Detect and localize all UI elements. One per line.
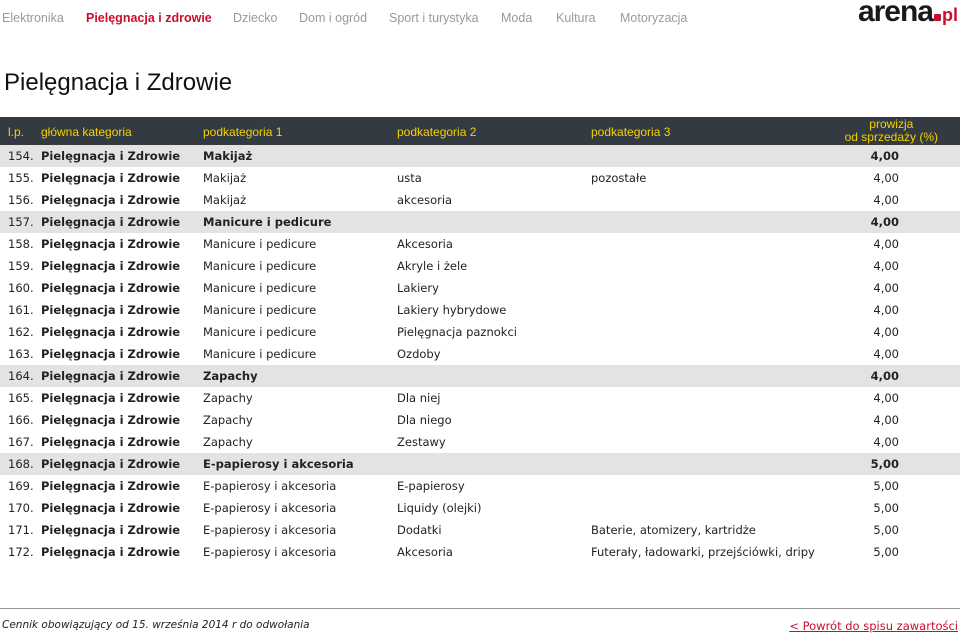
nav-item-pielegnacja-i-zdrowie[interactable]: Pielęgnacja i zdrowie	[86, 11, 212, 25]
cell-subcategory-2: Liquidy (olejki)	[397, 501, 482, 515]
table-row	[0, 255, 960, 277]
commission-table	[0, 117, 960, 563]
price-list-note: Cennik obowiązujący od 15. września 2014 r do odwołania	[2, 619, 310, 631]
table-row	[0, 321, 960, 343]
cell-lp: 155.	[8, 171, 34, 185]
nav-item-kultura[interactable]: Kultura	[556, 11, 596, 25]
cell-commission: 5,00	[873, 501, 899, 515]
cell-subcategory-2: Akryle i żele	[397, 259, 468, 273]
header-commission	[845, 118, 938, 144]
cell-subcategory-1: Manicure i pedicure	[203, 259, 317, 273]
cell-commission: 4,00	[870, 149, 899, 163]
cell-subcategory-1: Manicure i pedicure	[203, 347, 317, 361]
cell-lp: 162.	[8, 325, 34, 339]
cell-lp: 161.	[8, 303, 34, 317]
cell-main-category: Pielęgnacja i Zdrowie	[41, 413, 181, 427]
cell-subcategory-1: Zapachy	[203, 413, 253, 427]
cell-commission: 4,00	[873, 325, 899, 339]
cell-subcategory-2: Dodatki	[397, 523, 442, 537]
cell-subcategory-1: Zapachy	[203, 435, 253, 449]
table-row	[0, 431, 960, 453]
table-row	[0, 387, 960, 409]
logo-tld: pl	[942, 5, 958, 25]
cell-main-category: Pielęgnacja i Zdrowie	[41, 171, 181, 185]
cell-commission: 4,00	[873, 281, 899, 295]
cell-commission: 4,00	[873, 303, 899, 317]
cell-lp: 171.	[8, 523, 34, 537]
nav-item-motoryzacja[interactable]: Motoryzacja	[620, 11, 688, 25]
table-row	[0, 233, 960, 255]
cell-subcategory-2: Dla niego	[397, 413, 452, 427]
footer-divider	[0, 608, 960, 609]
cell-subcategory-3: Baterie, atomizery, kartridże	[591, 523, 756, 537]
cell-lp: 160.	[8, 281, 34, 295]
logo-dot-icon	[934, 14, 941, 21]
cell-main-category: Pielęgnacja i Zdrowie	[41, 391, 181, 405]
table-row	[0, 475, 960, 497]
arena-logo[interactable]	[858, 0, 958, 27]
cell-subcategory-2: Lakiery hybrydowe	[397, 303, 507, 317]
cell-lp: 165.	[8, 391, 34, 405]
header-subcategory-3: podkategoria 3	[591, 125, 671, 139]
cell-lp: 166.	[8, 413, 34, 427]
cell-commission: 4,00	[870, 369, 899, 383]
cell-subcategory-1: E-papierosy i akcesoria	[203, 479, 337, 493]
cell-subcategory-1: Makijaż	[203, 171, 247, 185]
nav-item-dziecko[interactable]: Dziecko	[233, 11, 278, 25]
cell-subcategory-2: Lakiery	[397, 281, 439, 295]
cell-main-category: Pielęgnacja i Zdrowie	[41, 479, 181, 493]
nav-item-dom-i-ogrod[interactable]: Dom i ogród	[299, 11, 368, 25]
nav-item-elektronika[interactable]: Elektronika	[2, 11, 64, 25]
header-commission-line1: prowizja	[869, 117, 914, 131]
cell-commission: 5,00	[873, 479, 899, 493]
table-body	[0, 145, 960, 563]
cell-lp: 156.	[8, 193, 34, 207]
cell-subcategory-1: Zapachy	[203, 391, 253, 405]
cell-commission: 4,00	[873, 413, 899, 427]
table-row	[0, 409, 960, 431]
cell-lp: 164.	[8, 369, 34, 383]
table-row	[0, 299, 960, 321]
cell-commission: 4,00	[873, 193, 899, 207]
cell-main-category: Pielęgnacja i Zdrowie	[41, 435, 181, 449]
cell-subcategory-1: E-papierosy i akcesoria	[203, 457, 354, 471]
cell-subcategory-1: Manicure i pedicure	[203, 215, 332, 229]
cell-lp: 172.	[8, 545, 34, 559]
cell-commission: 4,00	[873, 171, 899, 185]
nav-item-sport-i-turystyka[interactable]: Sport i turystyka	[389, 11, 479, 25]
cell-subcategory-2: E-papierosy	[397, 479, 465, 493]
cell-subcategory-2: Zestawy	[397, 435, 446, 449]
cell-lp: 170.	[8, 501, 34, 515]
cell-main-category: Pielęgnacja i Zdrowie	[41, 347, 181, 361]
back-to-contents-link[interactable]: < Powrót do spisu zawartości	[789, 619, 958, 633]
cell-commission: 4,00	[873, 259, 899, 273]
table-row	[0, 365, 960, 387]
cell-commission: 4,00	[873, 391, 899, 405]
cell-main-category: Pielęgnacja i Zdrowie	[41, 193, 181, 207]
table-row	[0, 497, 960, 519]
cell-subcategory-1: Makijaż	[203, 149, 253, 163]
cell-commission: 4,00	[873, 237, 899, 251]
cell-subcategory-1: E-papierosy i akcesoria	[203, 545, 337, 559]
cell-lp: 154.	[8, 149, 34, 163]
cell-subcategory-1: Zapachy	[203, 369, 258, 383]
cell-subcategory-2: akcesoria	[397, 193, 453, 207]
cell-commission: 4,00	[873, 435, 899, 449]
table-row	[0, 453, 960, 475]
cell-subcategory-2: Akcesoria	[397, 545, 453, 559]
cell-commission: 5,00	[870, 457, 899, 471]
table-row	[0, 277, 960, 299]
cell-main-category: Pielęgnacja i Zdrowie	[41, 215, 181, 229]
table-row	[0, 343, 960, 365]
header-commission-line2: od sprzedaży (%)	[844, 130, 938, 144]
table-row	[0, 519, 960, 541]
table-row	[0, 167, 960, 189]
cell-commission: 4,00	[873, 347, 899, 361]
cell-subcategory-3: pozostałe	[591, 171, 647, 185]
cell-main-category: Pielęgnacja i Zdrowie	[41, 259, 181, 273]
cell-subcategory-2: Dla niej	[397, 391, 441, 405]
cell-main-category: Pielęgnacja i Zdrowie	[41, 501, 181, 515]
header-subcategory-2: podkategoria 2	[397, 125, 477, 139]
cell-subcategory-1: Makijaż	[203, 193, 247, 207]
nav-item-moda[interactable]: Moda	[501, 11, 533, 25]
cell-subcategory-1: E-papierosy i akcesoria	[203, 501, 337, 515]
table-row	[0, 541, 960, 563]
table-row	[0, 189, 960, 211]
cell-lp: 169.	[8, 479, 34, 493]
cell-subcategory-1: Manicure i pedicure	[203, 303, 317, 317]
cell-lp: 159.	[8, 259, 34, 273]
cell-main-category: Pielęgnacja i Zdrowie	[41, 369, 181, 383]
cell-subcategory-1: Manicure i pedicure	[203, 281, 317, 295]
cell-commission: 4,00	[870, 215, 899, 229]
table-header	[0, 117, 960, 145]
cell-subcategory-2: Pielęgnacja paznokci	[397, 325, 517, 339]
table-row	[0, 211, 960, 233]
cell-subcategory-1: E-papierosy i akcesoria	[203, 523, 337, 537]
cell-lp: 168.	[8, 457, 34, 471]
cell-lp: 157.	[8, 215, 34, 229]
header-subcategory-1: podkategoria 1	[203, 125, 283, 139]
cell-lp: 163.	[8, 347, 34, 361]
cell-lp: 167.	[8, 435, 34, 449]
cell-subcategory-2: Akcesoria	[397, 237, 453, 251]
cell-main-category: Pielęgnacja i Zdrowie	[41, 325, 181, 339]
cell-main-category: Pielęgnacja i Zdrowie	[41, 149, 181, 163]
cell-main-category: Pielęgnacja i Zdrowie	[41, 457, 181, 471]
cell-commission: 5,00	[873, 545, 899, 559]
cell-subcategory-2: Ozdoby	[397, 347, 441, 361]
cell-subcategory-1: Manicure i pedicure	[203, 237, 317, 251]
cell-main-category: Pielęgnacja i Zdrowie	[41, 237, 181, 251]
table-row	[0, 145, 960, 167]
cell-subcategory-3: Futerały, ładowarki, przejściówki, dripy	[591, 545, 815, 559]
cell-main-category: Pielęgnacja i Zdrowie	[41, 545, 181, 559]
cell-subcategory-2: usta	[397, 171, 422, 185]
cell-main-category: Pielęgnacja i Zdrowie	[41, 281, 181, 295]
logo-word: arena	[857, 0, 933, 28]
cell-commission: 5,00	[873, 523, 899, 537]
header-main-category: główna kategoria	[41, 125, 132, 139]
page-title: Pielęgnacja i Zdrowie	[4, 69, 233, 96]
cell-subcategory-1: Manicure i pedicure	[203, 325, 317, 339]
cell-main-category: Pielęgnacja i Zdrowie	[41, 523, 181, 537]
cell-main-category: Pielęgnacja i Zdrowie	[41, 303, 181, 317]
header-lp: l.p.	[8, 125, 25, 139]
top-navigation	[0, 0, 960, 38]
cell-lp: 158.	[8, 237, 34, 251]
